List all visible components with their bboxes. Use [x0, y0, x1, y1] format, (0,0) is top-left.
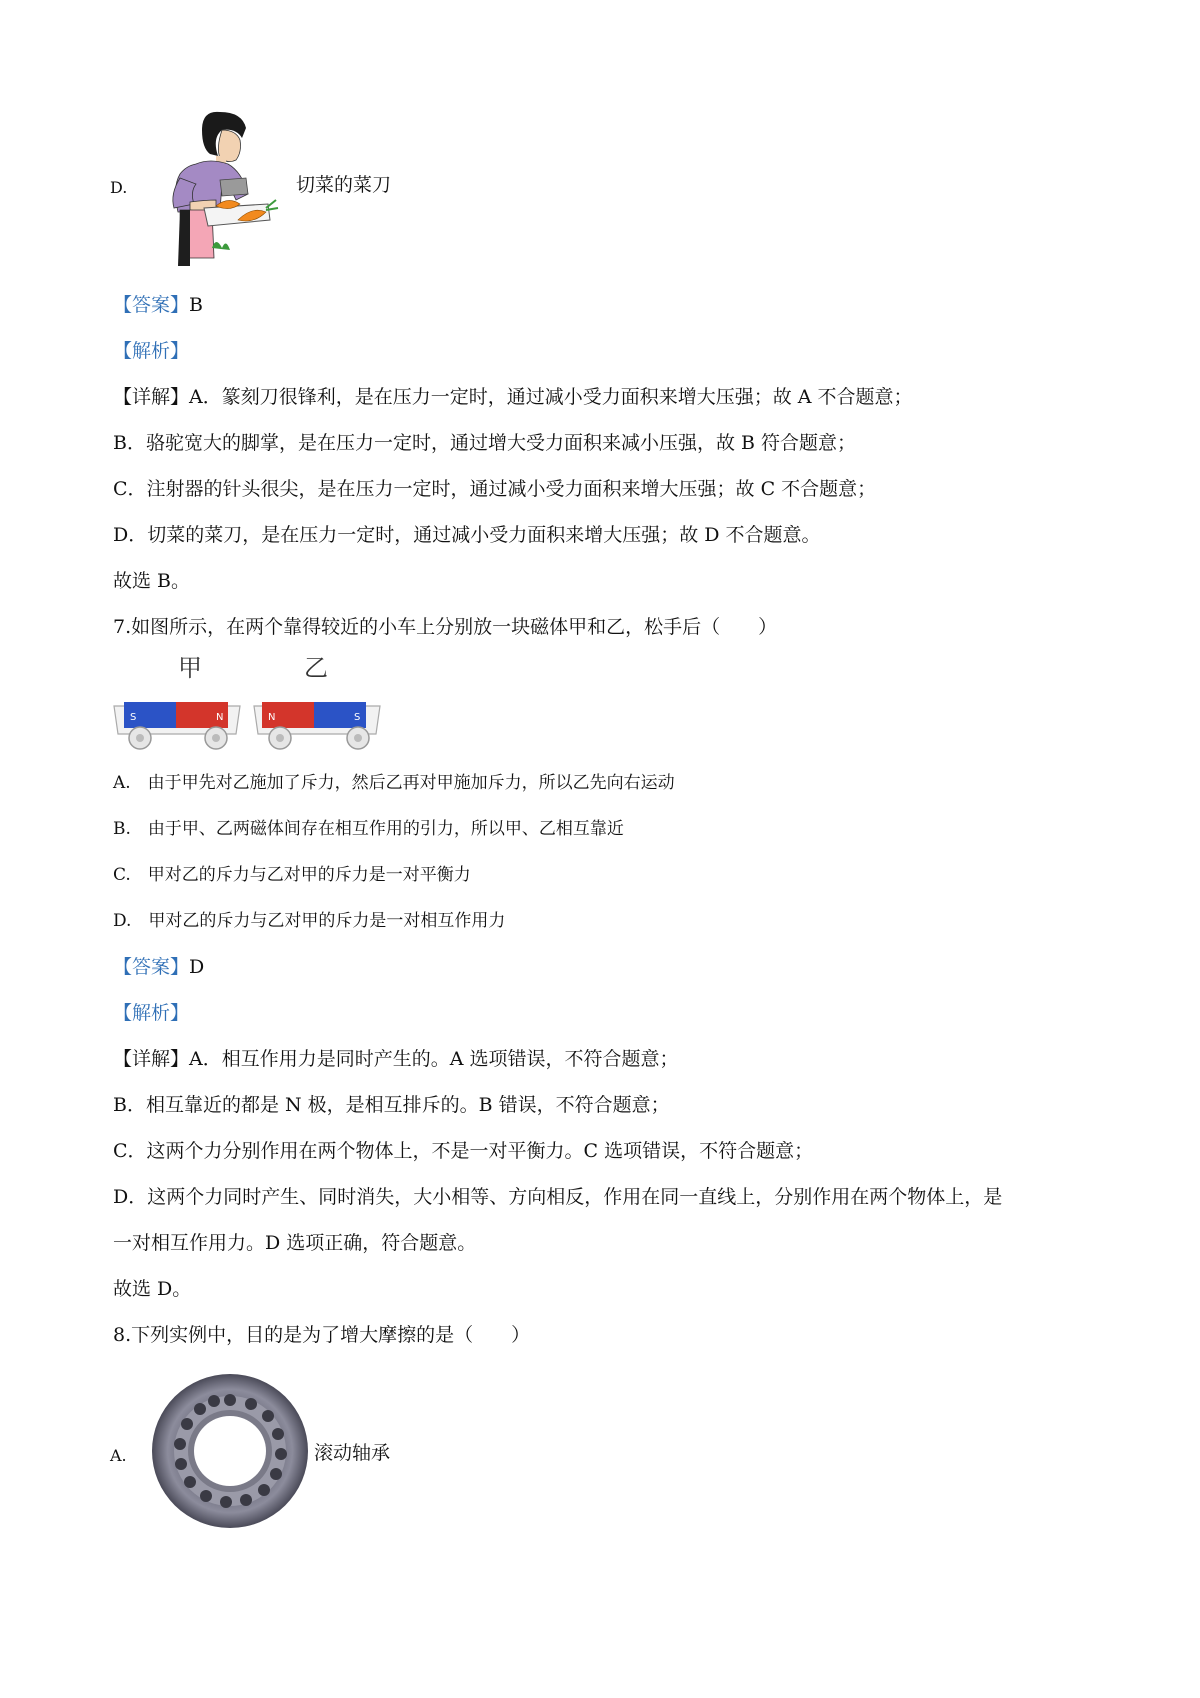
rolling-bearing-image — [150, 1372, 310, 1530]
pole-n-label: N — [216, 712, 224, 723]
label-jia: 甲 — [178, 654, 202, 682]
q6-conclusion: 故选 B。 — [113, 570, 191, 592]
answer-value: D — [189, 956, 205, 978]
pole-s-label: S — [130, 712, 137, 723]
q7-stem: 7.如图所示，在两个靠得较近的小车上分别放一块磁体甲和乙，松手后（ ） — [113, 616, 778, 638]
answer-value: B — [189, 294, 203, 316]
q6-detail-line: 【详解】A．篆刻刀很锋利，是在压力一定时，通过减小受力面积来增大压强；故 A 不合题意； — [113, 386, 913, 408]
woman-cutting-vegetables-image — [150, 108, 282, 266]
q6-analysis-tag: 【解析】 — [113, 340, 190, 362]
q6-detail-line: C．注射器的针头很尖，是在压力一定时，通过减小受力面积来增大压强；故 C 不合题意； — [113, 478, 877, 500]
q7-detail-line: C．这两个力分别作用在两个物体上，不是一对平衡力。C 选项错误，不符合题意； — [113, 1140, 814, 1162]
answer-tag: 【答案】 — [113, 294, 190, 316]
label-yi: 乙 — [304, 654, 328, 682]
q7-detail-line: 一对相互作用力。D 选项正确，符合题意。 — [113, 1232, 477, 1254]
q8-stem: 8.下列实例中，目的是为了增大摩擦的是（ ） — [113, 1324, 531, 1346]
q6-detail-line: D．切菜的菜刀，是在压力一定时，通过减小受力面积来增大压强；故 D 不合题意。 — [113, 524, 821, 546]
q6-answer — [113, 292, 203, 318]
pole-n-label: N — [268, 712, 276, 723]
q8-optA-letter: A. — [110, 1446, 127, 1465]
q7-analysis-tag: 【解析】 — [113, 1002, 190, 1024]
q7-option-c: C. 甲对乙的斥力与乙对甲的斥力是一对平衡力 — [113, 865, 471, 885]
q6-detail-line: B．骆驼宽大的脚掌，是在压力一定时，通过增大受力面积来减小压强，故 B 符合题意； — [113, 432, 857, 454]
q6-optD-letter: D. — [110, 178, 128, 197]
answer-tag: 【答案】 — [113, 956, 190, 978]
magnet-carts-figure — [112, 650, 394, 752]
q7-detail-line: D．这两个力同时产生、同时消失，大小相等、方向相反，作用在同一直线上，分别作用在两个物体上，是 — [113, 1186, 1003, 1208]
pole-s-label: S — [354, 712, 361, 723]
q7-answer — [113, 954, 204, 980]
q7-detail-line: 【详解】A．相互作用力是同时产生的。A 选项错误，不符合题意； — [113, 1048, 679, 1070]
q7-option-b: B. 由于甲、乙两磁体间存在相互作用的引力，所以甲、乙相互靠近 — [113, 819, 624, 839]
q7-option-a: A. 由于甲先对乙施加了斥力，然后乙再对甲施加斥力，所以乙先向右运动 — [113, 773, 675, 793]
q7-detail-line: B．相互靠近的都是 N 极，是相互排斥的。B 错误，不符合题意； — [113, 1094, 670, 1116]
q8-optA-caption: 滚动轴承 — [314, 1442, 391, 1464]
q7-conclusion: 故选 D。 — [113, 1278, 192, 1300]
q6-optD-caption: 切菜的菜刀 — [296, 174, 392, 196]
q7-option-d: D. 甲对乙的斥力与乙对甲的斥力是一对相互作用力 — [113, 911, 506, 931]
